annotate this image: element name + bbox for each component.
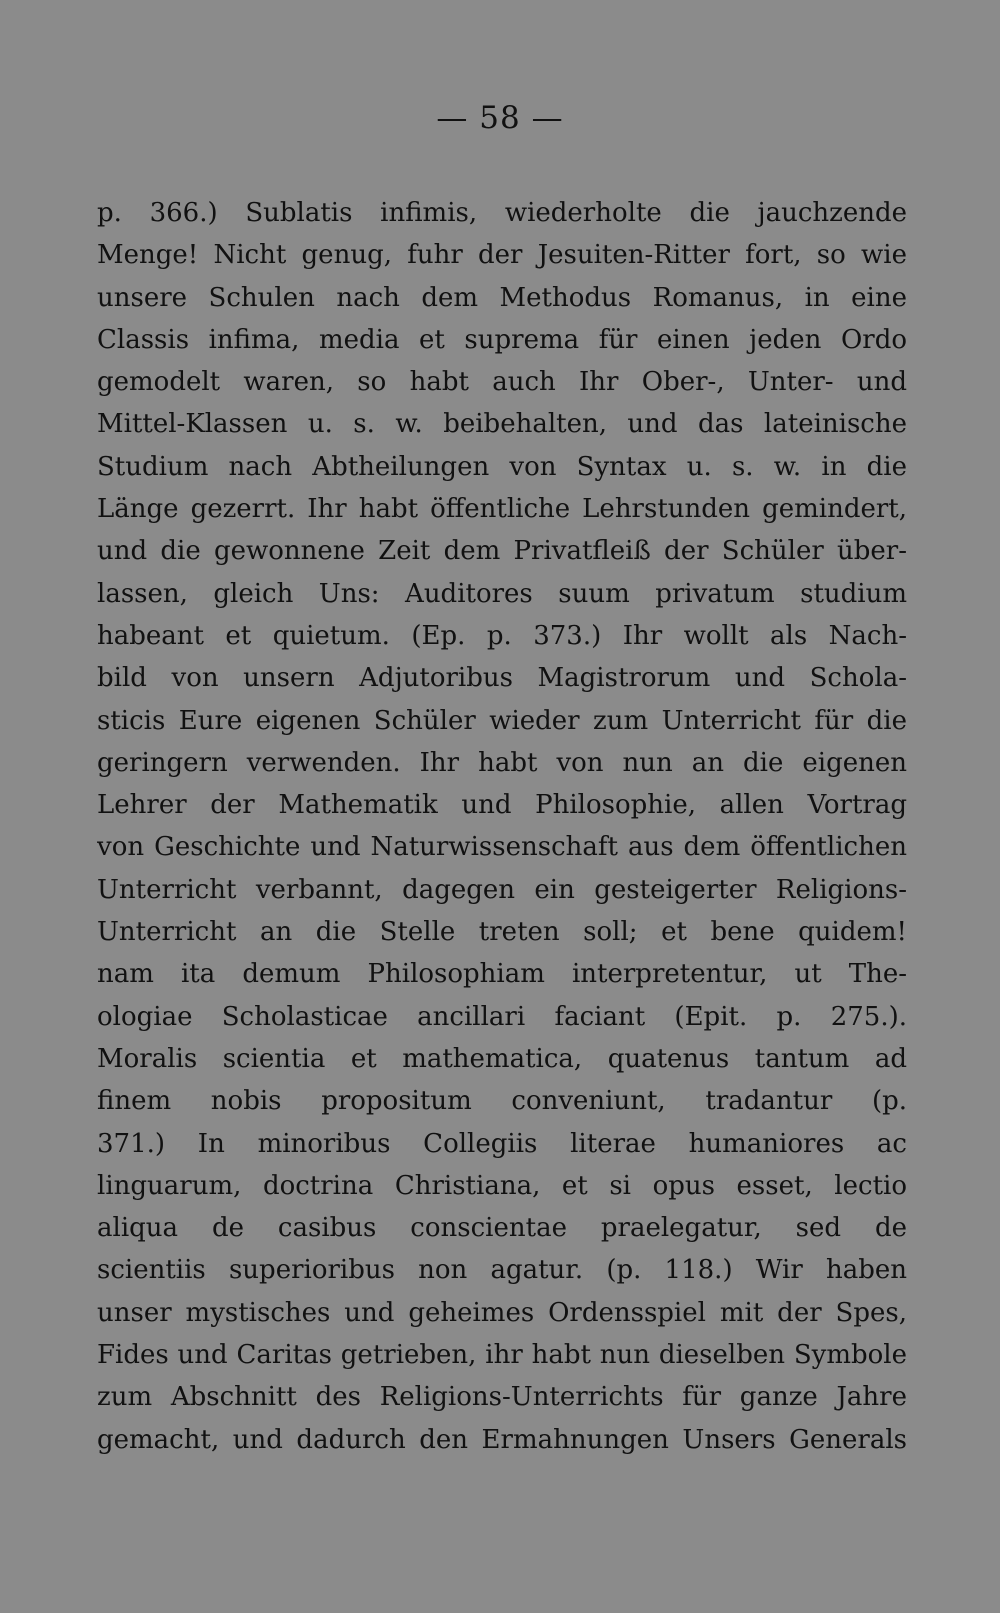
text-line-5: gemodelt waren, so habt auch Ihr Ober-, Unter- und — [97, 367, 907, 398]
page-number: — 58 — — [436, 100, 564, 136]
text-line-22: finem nobis propositum conveniunt, tradantur (p. — [97, 1086, 907, 1117]
text-line-21: Moralis scientia et mathematica, quatenus tantum ad — [97, 1043, 907, 1074]
text-line-11: habeant et quietum. (Ep. p. 373.) Ihr wollt als Nach- — [97, 620, 907, 651]
text-line-24: linguarum, doctrina Christiana, et si opus esset, lectio — [97, 1170, 907, 1201]
text-line-14: geringern verwenden. Ihr habt von nun an die eigenen — [97, 747, 907, 778]
text-line-15: Lehrer der Mathematik und Philosophie, allen Vortrag — [97, 790, 907, 821]
text-line-16: von Geschichte und Naturwissenschaft aus dem öffentlichen — [97, 832, 907, 863]
text-line-25: aliqua de casibus conscientae praelegatur, sed de — [97, 1213, 907, 1244]
text-line-26: scientiis superioribus non agatur. (p. 118.) Wir haben — [97, 1255, 907, 1286]
text-line-6: Mittel-Klassen u. s. w. beibehalten, und das lateinische — [97, 409, 907, 440]
text-line-17: Unterricht verbannt, dagegen ein gesteigerter Religions- — [97, 874, 907, 905]
text-line-28: Fides und Caritas getrieben, ihr habt nun dieselben Symbole — [97, 1340, 907, 1371]
text-line-10: lassen, gleich Uns: Auditores suum privatum studium — [97, 578, 907, 609]
text-line-3: unsere Schulen nach dem Methodus Romanus, in eine — [97, 282, 907, 313]
text-line-4: Classis infima, media et suprema für einen jeden Ordo — [97, 324, 907, 355]
text-line-20: ologiae Scholasticae ancillari faciant (Epit. p. 275.). — [97, 1001, 907, 1032]
page-body-text — [97, 192, 907, 1461]
text-line-2: Menge! Nicht genug, fuhr der Jesuiten-Ritter fort, so wie — [97, 240, 907, 271]
text-line-27: unser mystisches und geheimes Ordensspiel mit der Spes, — [97, 1297, 907, 1328]
text-line-18: Unterricht an die Stelle treten soll; et bene quidem! — [97, 917, 907, 948]
text-line-12: bild von unsern Adjutoribus Magistrorum und Schola- — [97, 663, 907, 694]
text-line-30: gemacht, und dadurch den Ermahnungen Unsers Generals — [97, 1424, 907, 1455]
text-line-9: und die gewonnene Zeit dem Privatfleiß der Schüler über- — [97, 536, 907, 567]
text-line-1: p. 366.) Sublatis infimis, wiederholte die jauchzende — [97, 198, 907, 228]
text-line-19: nam ita demum Philosophiam interpretentur, ut The- — [97, 959, 907, 990]
text-line-23: 371.) In minoribus Collegiis literae humaniores ac — [97, 1128, 907, 1159]
text-line-13: sticis Eure eigenen Schüler wieder zum Unterricht für die — [97, 705, 907, 736]
text-line-29: zum Abschnitt des Religions-Unterrichts für ganze Jahre — [97, 1382, 907, 1413]
text-line-8: Länge gezerrt. Ihr habt öffentliche Lehrstunden gemindert, — [97, 494, 907, 525]
text-line-7: Studium nach Abtheilungen von Syntax u. s. w. in die — [97, 451, 907, 482]
